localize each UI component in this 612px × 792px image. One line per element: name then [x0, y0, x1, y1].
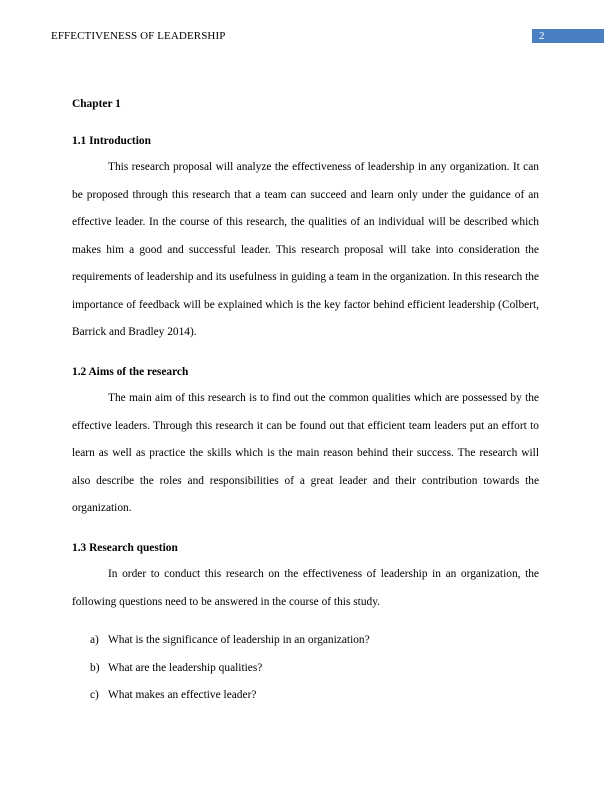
- list-item: [72, 633, 370, 661]
- list-item: [72, 688, 370, 716]
- list-item: [72, 661, 370, 689]
- section-heading-introduction: 1.1 Introduction: [72, 135, 151, 147]
- section-heading-research-question: 1.3 Research question: [72, 542, 178, 554]
- running-header-title: EFFECTIVENESS OF LEADERSHIP: [51, 30, 226, 42]
- research-questions-list: [72, 633, 370, 716]
- list-marker: a): [90, 634, 99, 646]
- list-item-text: What makes an effective leader?: [108, 689, 257, 702]
- list-marker: b): [90, 661, 100, 674]
- list-item-text: What is the significance of leadership in an organization?: [108, 634, 370, 646]
- page-number-badge: 2: [532, 29, 604, 43]
- section-heading-aims: 1.2 Aims of the research: [72, 366, 189, 378]
- paragraph-research-question: In order to conduct this research on the effectiveness of leadership in an organization, the following questions need to be answered in the course of this study.: [72, 568, 539, 608]
- chapter-title: Chapter 1: [72, 98, 121, 110]
- paragraph-introduction: This research proposal will analyze the effectiveness of leadership in any organization. It can be proposed through this research that a team can succeed and learn only under the guidance of an effective leader. In the course of this research, the qualities of an individual will be described which makes him a good and successful leader. This research proposal will take into consideration the requirements of leadership and its usefulness in guiding a team in the organization. In this research the importance of feedback will be explained which is the key factor behind efficient leadership (Colbert, Barrick and Bradley 2014).: [72, 161, 539, 338]
- paragraph-aims: The main aim of this research is to find out the common qualities which are possessed by the effective leaders. Through this research it can be found out that efficient team leaders put an effort to learn as well as practice the skills which is the main reason behind their success. The research will also describe the roles and responsibilities of a great leader and their contribution towards the organization.: [72, 392, 539, 514]
- list-item-text: What are the leadership qualities?: [108, 661, 263, 674]
- list-marker: c): [90, 689, 99, 702]
